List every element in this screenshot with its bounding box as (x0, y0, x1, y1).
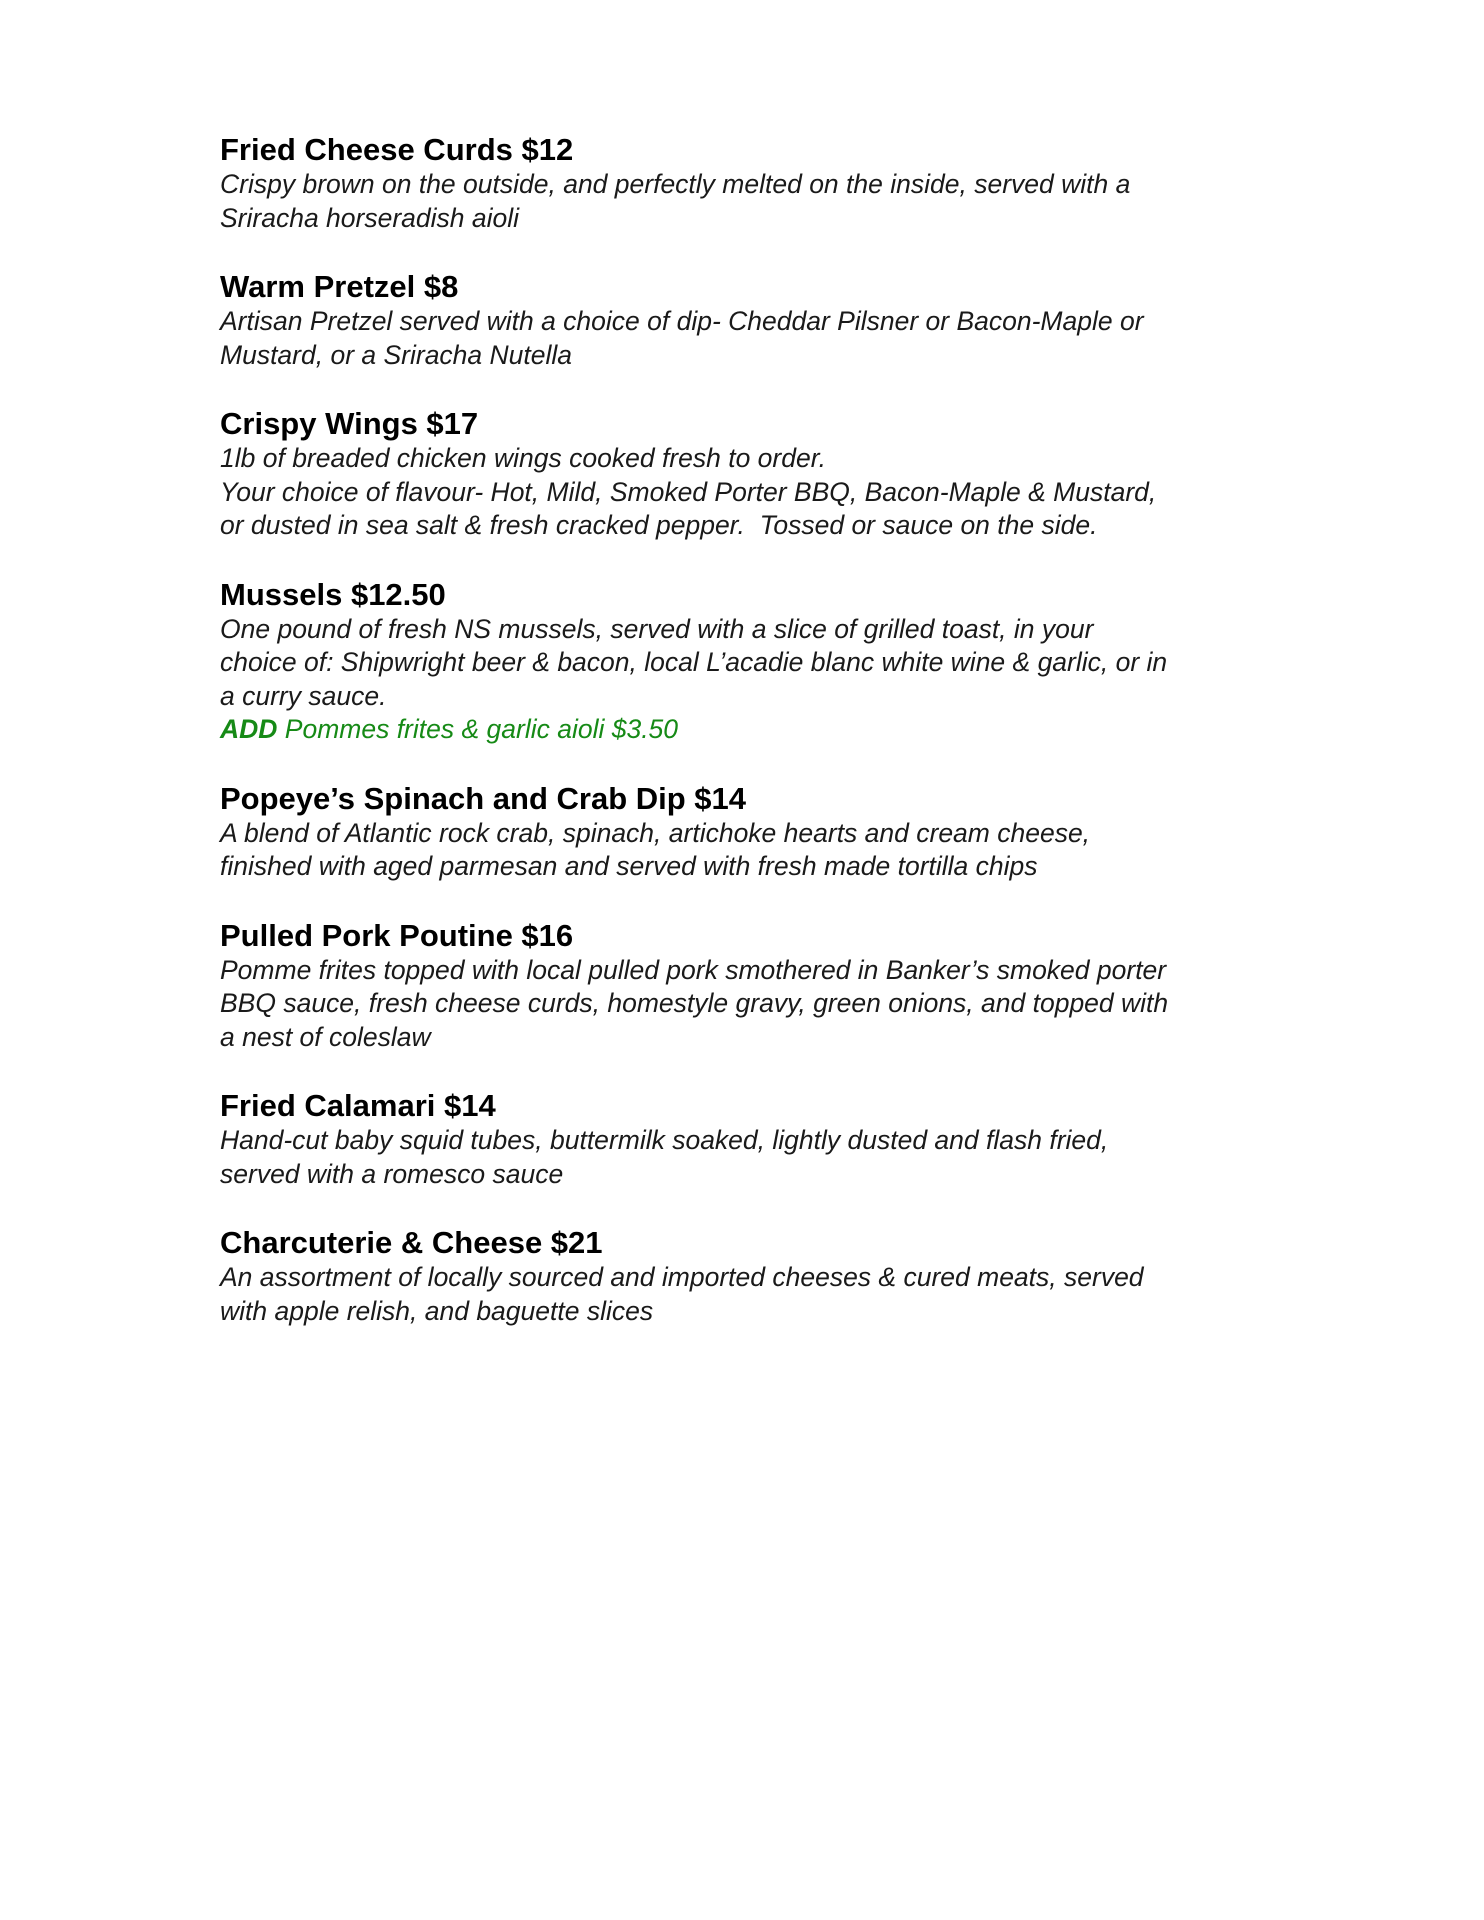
addon-label: ADD (220, 714, 278, 744)
menu-item-title: Warm Pretzel $8 (220, 269, 459, 304)
menu-item-title: Fried Calamari $14 (220, 1088, 496, 1123)
description-line: One pound of fresh NS mussels, served with a slice of grilled toast, in your (220, 613, 1094, 644)
description-line: BBQ sauce, fresh cheese curds, homestyle gravy, green onions, and topped with (220, 988, 1169, 1018)
menu-item-description (220, 1261, 1300, 1328)
description-line: 1lb of breaded chicken wings cooked fresh to order. (220, 443, 826, 473)
description-line: a nest of coleslaw (220, 1021, 431, 1052)
description-line: An assortment of locally sourced and imported cheeses & cured meats, served (220, 1262, 1144, 1292)
description-line: with apple relish, and baguette slices (220, 1295, 654, 1326)
description-line: Crispy brown on the outside, and perfectly melted on the inside, served with a (220, 169, 1131, 199)
addon-text: Pommes frites & garlic aioli $3.50 (277, 714, 679, 744)
menu-item-description (220, 954, 1300, 1055)
menu-item-title: Charcuterie & Cheese $21 (220, 1225, 603, 1260)
description-line: Your choice of flavour- Hot, Mild, Smoked Porter BBQ, Bacon-Maple & Mustard, (220, 476, 1157, 507)
menu-item-description (220, 305, 1300, 372)
menu-item (220, 1225, 1300, 1328)
menu-item-description (220, 817, 1300, 884)
description-line: served with a romesco sauce (220, 1158, 564, 1189)
menu-item (220, 132, 1300, 235)
menu-item (220, 781, 1300, 884)
description-line: or dusted in sea salt & fresh cracked pepper. Tossed or sauce on the side. (220, 510, 1098, 540)
menu-item-description (220, 168, 1300, 235)
menu-item-description (220, 442, 1300, 543)
menu-item (220, 918, 1300, 1055)
description-line: a curry sauce. (220, 680, 387, 711)
menu-item-description (220, 1124, 1300, 1191)
menu-item-title: Pulled Pork Poutine $16 (220, 917, 574, 953)
description-line: finished with aged parmesan and served with fresh made tortilla chips (220, 851, 1038, 881)
menu-item-description (220, 613, 1300, 747)
description-line: Artisan Pretzel served with a choice of dip- Cheddar Pilsner or Bacon-Maple or (220, 306, 1144, 336)
menu-item (220, 1088, 1300, 1191)
menu-item-addon (220, 713, 1300, 747)
menu-item-title: Mussels $12.50 (220, 576, 446, 612)
menu-item-title: Popeye’s Spinach and Crab Dip $14 (220, 780, 747, 816)
menu-item (220, 577, 1300, 747)
description-line: Sriracha horseradish aioli (220, 202, 520, 233)
description-line: choice of: Shipwright beer & bacon, local L’acadie blanc white wine & garlic, or in (220, 647, 1168, 677)
description-line: Hand-cut baby squid tubes, buttermilk soaked, lightly dusted and flash fried, (220, 1125, 1109, 1155)
description-line: A blend of Atlantic rock crab, spinach, artichoke hearts and cream cheese, (220, 817, 1091, 848)
menu-item-title: Crispy Wings $17 (220, 406, 479, 441)
appetizer-menu (220, 132, 1300, 1362)
menu-item-title: Fried Cheese Curds $12 (220, 132, 574, 167)
description-line: Pomme frites topped with local pulled pork smothered in Banker’s smoked porter (220, 954, 1167, 985)
description-line: Mustard, or a Sriracha Nutella (220, 339, 573, 370)
menu-item (220, 269, 1300, 372)
menu-item (220, 406, 1300, 543)
